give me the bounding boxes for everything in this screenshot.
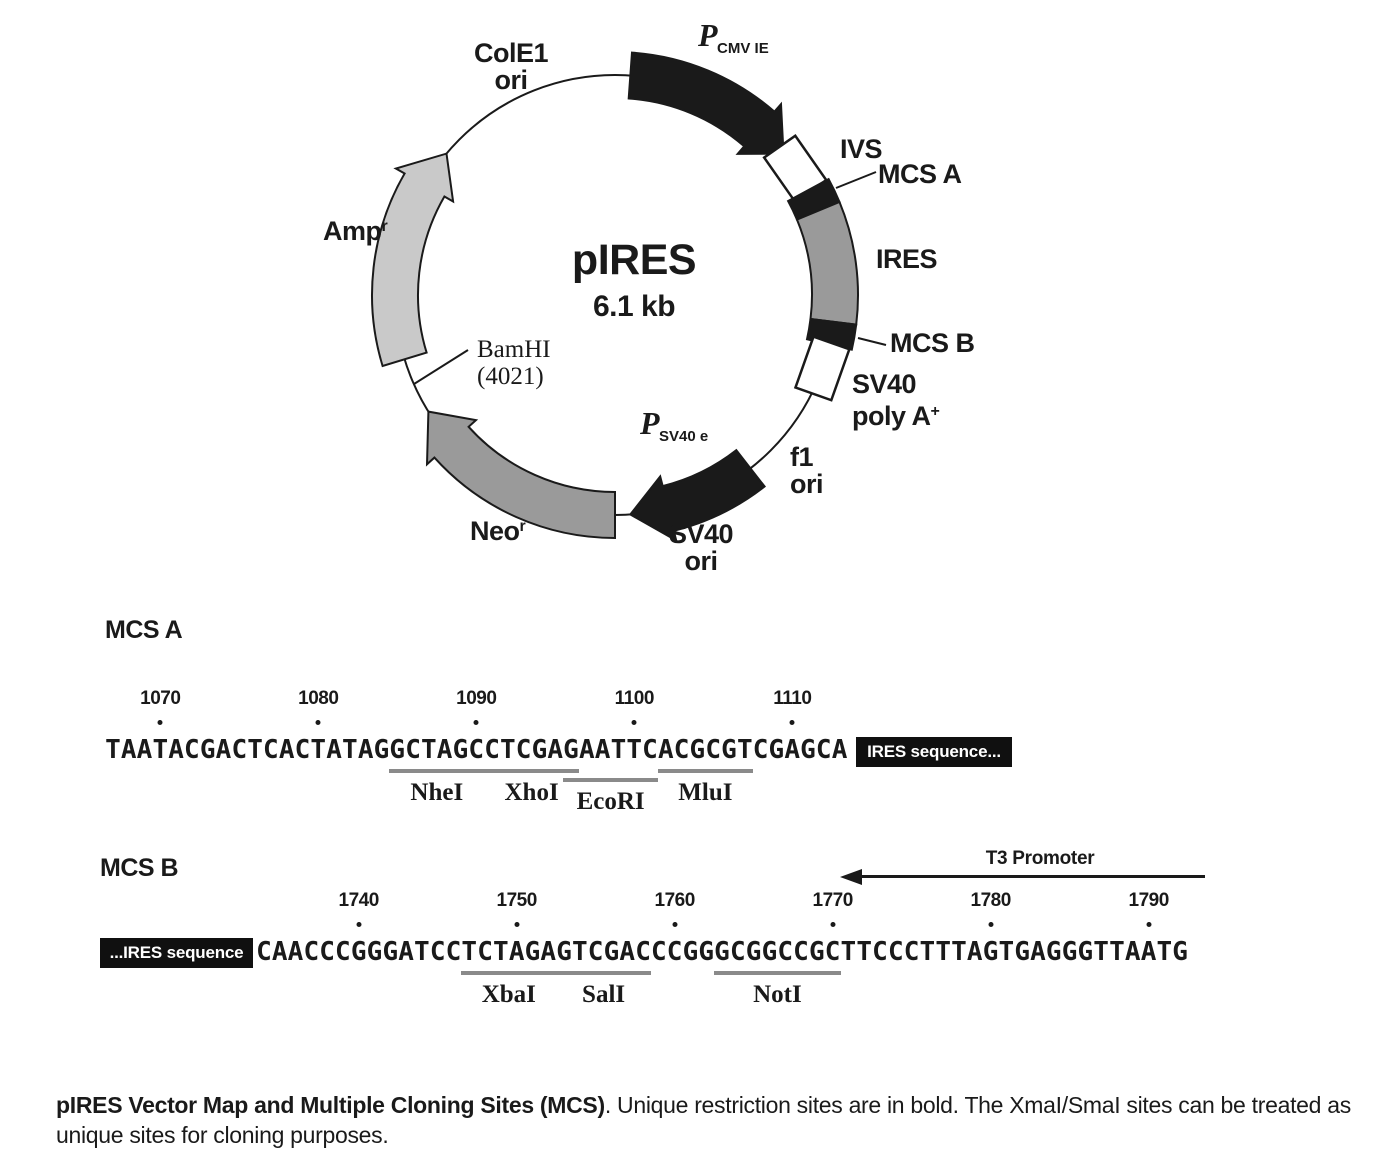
position-tick-dot: [830, 922, 835, 927]
cole1-ori-label: ColE1 ori: [473, 38, 549, 95]
position-tick-dot: [988, 922, 993, 927]
restriction-site-underline-mlui: [658, 769, 753, 773]
position-tick-label: 1760: [654, 890, 695, 911]
plasmid-size: 6.1 kb: [592, 290, 676, 323]
position-tick-label: 1740: [338, 890, 379, 911]
position-tick-label: 1750: [496, 890, 537, 911]
restriction-site-underline-noti: [714, 971, 840, 975]
mcs-a-leader: [836, 172, 876, 188]
mcs-b-heading: MCS B: [100, 854, 179, 882]
position-tick-label: 1080: [298, 688, 339, 709]
psv40e-label: $P_{SV40 e}$: [640, 405, 709, 445]
figure-caption: [56, 1090, 1356, 1150]
restriction-site-label-ecori: EcoRI: [576, 788, 645, 815]
caption-bold-title: pIRES Vector Map and Multiple Cloning Sites (MCS): [56, 1092, 605, 1118]
amp-arrow: [372, 154, 453, 366]
mcs-a-label: MCS A: [878, 159, 962, 189]
position-tick-label: 1100: [614, 688, 654, 709]
position-tick-dot: [790, 720, 795, 725]
restriction-site-underline-ecori: [563, 778, 658, 782]
position-tick-dot: [316, 720, 321, 725]
f1-ori-label: f1 ori: [790, 442, 824, 499]
mcs-a-ires-continuation-box: IRES sequence...: [856, 737, 1012, 767]
restriction-site-label-sali: SalI: [582, 981, 626, 1008]
ivs-label: IVS: [840, 134, 883, 164]
caption-body-text: . Unique restriction sites are in bold. The XmaI/SmaI sites can be treated as unique sites for cloning purposes.: [56, 1092, 1351, 1148]
position-tick-label: 1110: [773, 688, 812, 709]
t3-promoter-label: T3 Promoter: [985, 848, 1095, 869]
position-tick-label: 1790: [1128, 890, 1169, 911]
mcs-b-ires-continuation-box: ...IRES sequence: [100, 938, 253, 968]
sv40-ori-label: SV40 ori: [668, 519, 734, 576]
mcs-a-dna-sequence: TAATACGACTCACTATAGGCTAGCCTCGAGAATTCACGCGTCGAGCA: [105, 735, 848, 765]
position-tick-dot: [474, 720, 479, 725]
position-tick-dot: [632, 720, 637, 725]
neo-label: Neo$^r$: [470, 516, 526, 546]
restriction-site-label-nhei: NheI: [410, 779, 464, 806]
sv40-polya-box: [795, 337, 849, 401]
position-tick-dot: [1146, 922, 1151, 927]
restriction-site-label-xbai: XbaI: [481, 981, 536, 1008]
restriction-site-label-xhoi: XhoI: [504, 779, 559, 806]
sv40-polya-label: SV40 poly A+: [852, 369, 940, 431]
t3-promoter-arrowhead: [840, 869, 862, 885]
restriction-site-underline-xhoi: [484, 769, 579, 773]
bamhi-label: BamHI (4021): [477, 336, 551, 390]
restriction-site-underline-sali: [556, 971, 651, 975]
mcs-b-dna-sequence: CAACCCGGGATCCTCTAGAGTCGACCCGGGCGGCCGCTTCCCTTTAGTGAGGGTTAATG: [256, 937, 1188, 967]
t3-promoter-arrow-line: [858, 875, 1205, 878]
mcs-b-leader: [858, 338, 886, 345]
restriction-site-label-mlui: MluI: [678, 779, 733, 806]
pcmv-arrow: [629, 53, 784, 154]
bamhi-tick: [414, 350, 468, 384]
amp-label: Amp$^r$: [323, 216, 388, 246]
position-tick-label: 1770: [812, 890, 853, 911]
mcs-b-label: MCS B: [890, 328, 975, 358]
mcs-a-heading: MCS A: [105, 616, 183, 644]
position-tick-label: 1090: [456, 688, 497, 709]
restriction-site-underline-xbai: [461, 971, 556, 975]
ires-band: [797, 202, 858, 325]
position-tick-label: 1070: [140, 688, 181, 709]
plasmid-name: pIRES: [571, 236, 697, 284]
position-tick-label: 1780: [970, 890, 1011, 911]
position-tick-dot: [672, 922, 677, 927]
position-tick-dot: [158, 720, 163, 725]
position-tick-dot: [356, 922, 361, 927]
position-tick-dot: [514, 922, 519, 927]
restriction-site-underline-nhei: [389, 769, 484, 773]
ires-label: IRES: [876, 244, 938, 274]
restriction-site-label-noti: NotI: [753, 981, 802, 1008]
pcmv-label: $P_{CMV IE}$: [698, 17, 769, 57]
